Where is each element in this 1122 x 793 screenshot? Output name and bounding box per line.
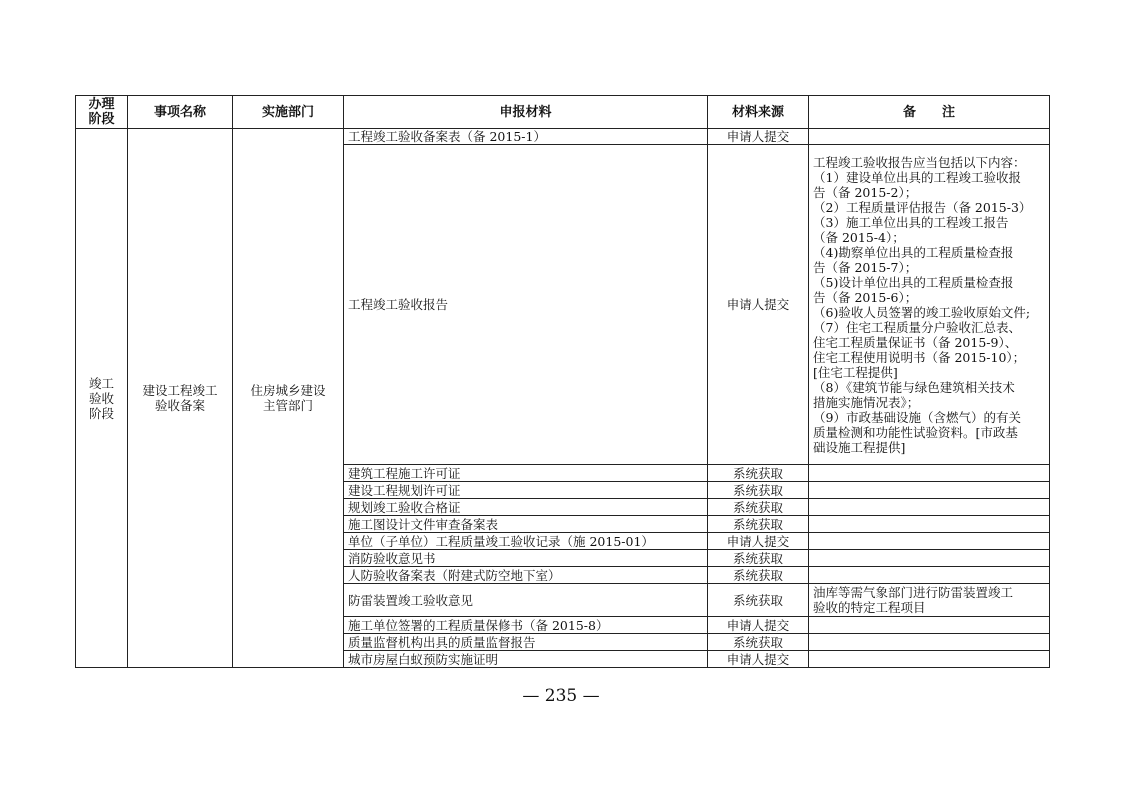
header-remark: 备 注	[809, 96, 1050, 129]
acceptance-materials-table	[75, 95, 1050, 668]
material-cell: 单位（子单位）工程质量竣工验收记录（施 2015-01）	[344, 533, 708, 550]
remark-line: （7）住宅工程质量分户验收汇总表、	[813, 319, 1021, 335]
material-cell: 建筑工程施工许可证	[344, 465, 708, 482]
remark-line: （1）建设单位出具的工程竣工验收报	[813, 169, 1021, 185]
dept-cell	[233, 129, 344, 668]
remark-line: 础设施工程提供]	[813, 439, 906, 455]
remark-line: [住宅工程提供]	[813, 364, 898, 380]
dept-line: 住房城乡建设	[250, 383, 326, 398]
remark-cell	[809, 465, 1050, 482]
remark-line: 油库等需气象部门进行防雷装置竣工	[813, 585, 1014, 600]
source-cell: 系统获取	[708, 465, 809, 482]
header-dept: 实施部门	[233, 96, 344, 129]
source-cell: 申请人提交	[708, 533, 809, 550]
header-stage-line2: 阶段	[88, 112, 115, 127]
remark-cell	[809, 129, 1050, 145]
remark-line: （4)勘察单位出具的工程质量检查报	[813, 244, 1014, 260]
material-cell: 城市房屋白蚁预防实施证明	[344, 651, 708, 668]
source-cell: 系统获取	[708, 550, 809, 567]
header-row	[76, 96, 1050, 129]
source-cell: 申请人提交	[708, 617, 809, 634]
remark-line: （8）《建筑节能与绿色建筑相关技术	[813, 379, 1015, 395]
remark-cell	[809, 516, 1050, 533]
table-row	[76, 129, 1050, 145]
header-material: 申报材料	[344, 96, 708, 129]
remark-cell	[809, 533, 1050, 550]
dept-line: 主管部门	[262, 398, 313, 413]
source-cell: 系统获取	[708, 567, 809, 584]
remark-cell	[809, 550, 1050, 567]
material-cell: 建设工程规划许可证	[344, 482, 708, 499]
remark-cell	[809, 499, 1050, 516]
item-line: 建设工程竣工	[142, 383, 218, 398]
source-cell: 系统获取	[708, 516, 809, 533]
remark-cell	[809, 617, 1050, 634]
remark-line: 验收的特定工程项目	[813, 600, 926, 615]
item-line: 验收备案	[154, 398, 205, 413]
remark-line: 住宅工程使用说明书（备 2015-10）；	[813, 349, 1026, 365]
material-cell: 消防验收意见书	[344, 550, 708, 567]
remark-line: 住宅工程质量保证书（备 2015-9）、	[813, 334, 1018, 350]
remark-cell	[809, 584, 1050, 617]
source-cell: 系统获取	[708, 584, 809, 617]
remark-cell	[809, 567, 1050, 584]
material-cell: 规划竣工验收合格证	[344, 499, 708, 516]
source-cell: 系统获取	[708, 499, 809, 516]
source-cell: 申请人提交	[708, 129, 809, 145]
source-cell: 申请人提交	[708, 651, 809, 668]
remark-line: （3）施工单位出具的工程竣工报告	[813, 214, 1009, 230]
stage-line: 阶段	[88, 405, 114, 421]
remark-cell	[809, 651, 1050, 668]
remark-line: （6)验收人员签署的竣工验收原始文件;	[813, 304, 1031, 320]
source-cell: 系统获取	[708, 482, 809, 499]
material-cell: 工程竣工验收备案表（备 2015-1）	[344, 129, 708, 145]
remark-line: 质量检测和功能性试验资料。[市政基	[813, 424, 1018, 440]
remark-cell	[809, 482, 1050, 499]
remark-cell	[809, 634, 1050, 651]
remark-line: （9）市政基础设施（含燃气）的有关	[813, 409, 1021, 425]
header-item: 事项名称	[128, 96, 233, 129]
stage-cell	[76, 129, 128, 668]
header-stage-line1: 办理	[88, 97, 115, 112]
remark-cell	[809, 145, 1050, 465]
source-cell: 申请人提交	[708, 145, 809, 465]
source-cell: 系统获取	[708, 634, 809, 651]
stage-line: 验收	[88, 390, 114, 406]
item-cell	[128, 129, 233, 668]
stage-line: 竣工	[88, 375, 114, 391]
material-cell: 工程竣工验收报告	[344, 145, 708, 465]
material-cell: 人防验收备案表（附建式防空地下室）	[344, 567, 708, 584]
header-stage	[76, 96, 128, 129]
remark-line: （5)设计单位出具的工程质量检查报	[813, 274, 1014, 290]
material-cell: 施工图设计文件审查备案表	[344, 516, 708, 533]
remark-line: 工程竣工验收报告应当包括以下内容：	[813, 154, 1026, 170]
page-number: — 235 —	[522, 686, 600, 706]
remark-line: （备 2015-4）；	[813, 229, 905, 245]
remark-line: 告（备 2015-7）；	[813, 259, 918, 275]
remark-line: 措施实施情况表》；	[813, 394, 920, 410]
material-cell: 防雷装置竣工验收意见	[344, 584, 708, 617]
remark-line: （2）工程质量评估报告（备 2015-3）	[813, 199, 1032, 215]
remark-line: 告（备 2015-6）；	[813, 289, 918, 305]
remark-line: 告（备 2015-2）；	[813, 184, 918, 200]
header-source: 材料来源	[708, 96, 809, 129]
material-cell: 施工单位签署的工程质量保修书（备 2015-8）	[344, 617, 708, 634]
material-cell: 质量监督机构出具的质量监督报告	[344, 634, 708, 651]
